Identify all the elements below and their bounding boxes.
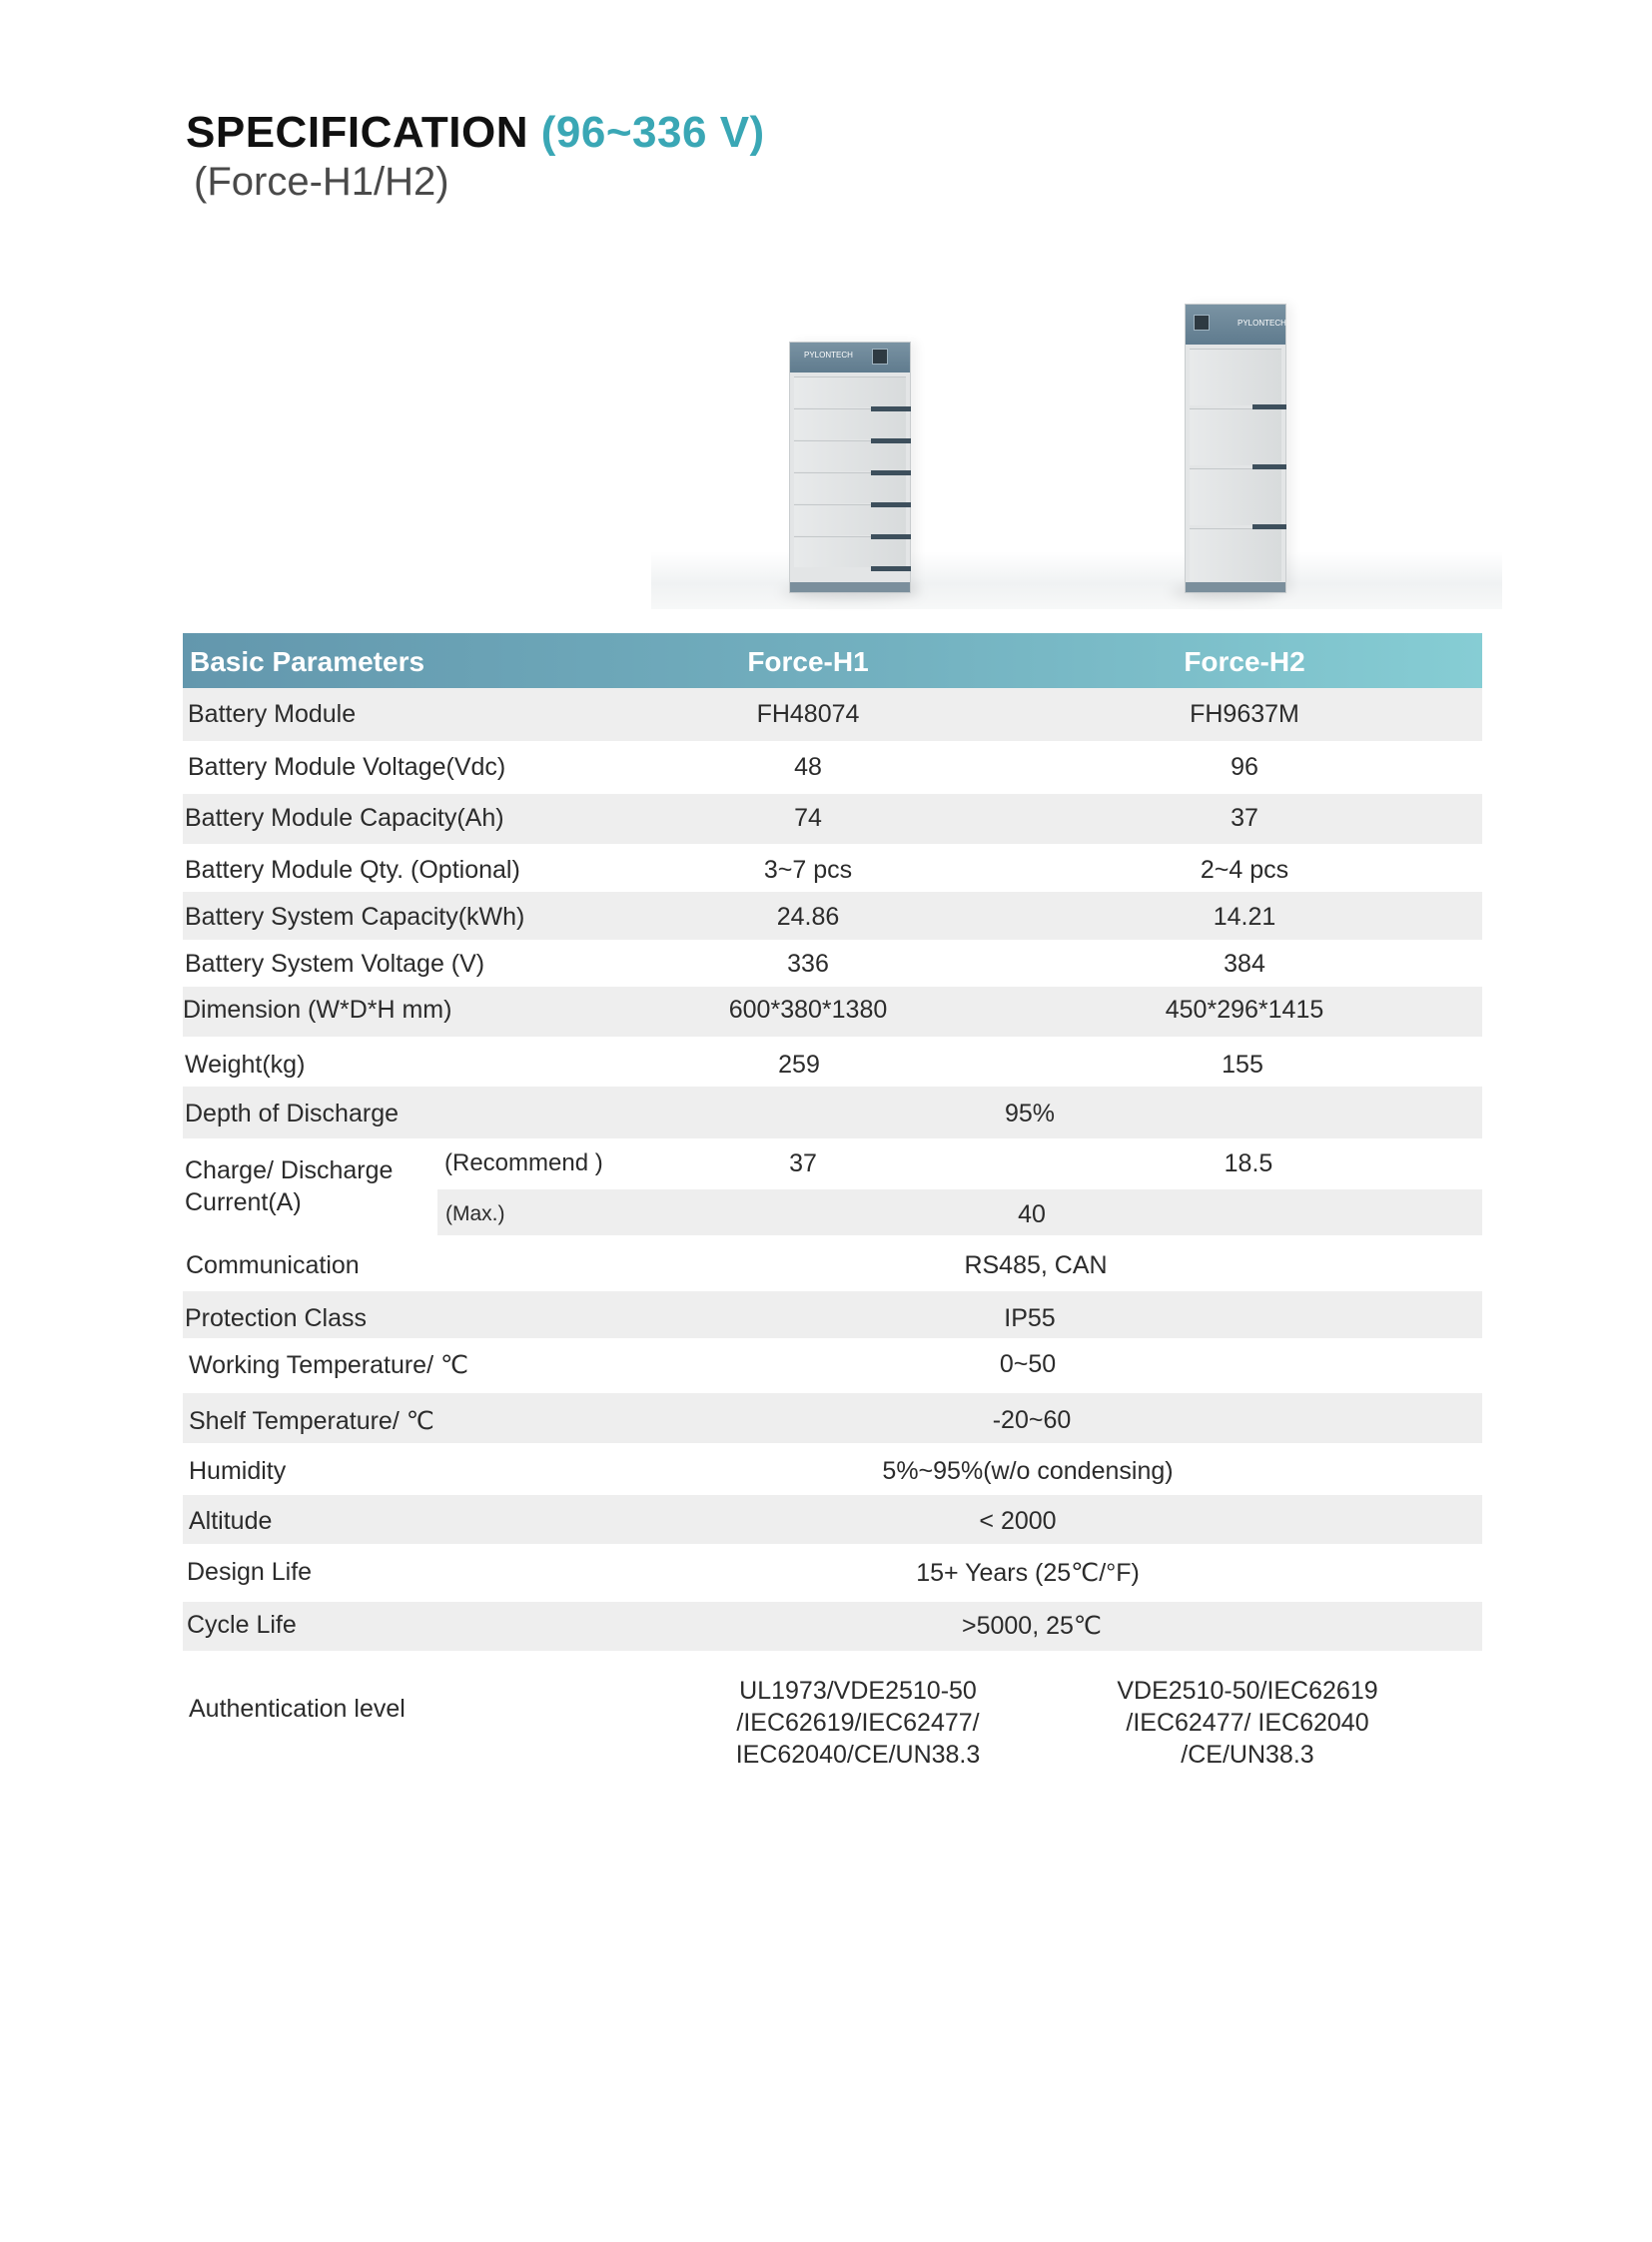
tower-h2-module xyxy=(1190,468,1281,525)
h2-cert-line: /IEC62477/ IEC62040 xyxy=(1126,1709,1369,1737)
tower-h2-slot xyxy=(1252,404,1286,409)
tower-h1-module xyxy=(794,472,906,503)
label-system-voltage: Battery System Voltage (V) xyxy=(185,950,485,978)
value-altitude: < 2000 xyxy=(979,1507,1057,1535)
row-design-life xyxy=(183,1544,1482,1602)
title-models: (Force-H1/H2) xyxy=(194,160,449,204)
value-h1-dimension: 600*380*1380 xyxy=(728,996,888,1024)
header-force-h1: Force-H1 xyxy=(747,646,869,677)
row-protection-class xyxy=(183,1291,1482,1338)
label-module-voltage: Battery Module Voltage(Vdc) xyxy=(188,753,506,781)
row-shelf-temperature xyxy=(183,1393,1482,1443)
value-h2-current-recommend: 18.5 xyxy=(1224,1149,1273,1177)
row-altitude xyxy=(183,1495,1482,1544)
label-design-life: Design Life xyxy=(187,1558,313,1586)
tower-h1-module xyxy=(794,536,906,567)
row-communication xyxy=(183,1239,1482,1291)
value-design-life: 15+ Years (25℃/°F) xyxy=(916,1559,1140,1587)
tower-force-h2 xyxy=(1185,304,1286,593)
row-humidity xyxy=(183,1443,1482,1495)
tower-h2-slot xyxy=(1252,524,1286,529)
table-header xyxy=(183,633,1482,688)
value-h1-system-voltage: 336 xyxy=(787,950,829,978)
row-charge-discharge-current xyxy=(183,1138,1482,1239)
h2-cert-line: /CE/UN38.3 xyxy=(1181,1741,1314,1769)
tower-h1-module xyxy=(794,440,906,471)
row-system-voltage xyxy=(183,940,1482,987)
value-h2-module-qty: 2~4 pcs xyxy=(1200,856,1289,884)
value-h1-weight: 259 xyxy=(778,1051,820,1079)
label-dimension: Dimension (W*D*H mm) xyxy=(183,996,452,1024)
row-module-voltage xyxy=(183,741,1482,794)
label-cycle-life: Cycle Life xyxy=(187,1611,297,1639)
tower-h1-module xyxy=(794,408,906,439)
tower-h2-display-icon xyxy=(1194,315,1210,331)
label-current-line1: Charge/ Discharge xyxy=(185,1156,394,1184)
title-voltage-range: (96~336 V) xyxy=(540,108,765,157)
tower-h1-slot xyxy=(871,406,911,411)
tower-h2-module xyxy=(1190,528,1281,581)
tower-h1-base xyxy=(790,582,910,592)
tower-h2-brand: PYLONTECH xyxy=(1238,319,1286,328)
product-photo xyxy=(651,290,1502,609)
label-battery-module: Battery Module xyxy=(188,700,357,728)
value-cycle-life: >5000, 25℃ xyxy=(962,1612,1102,1640)
label-module-qty: Battery Module Qty. (Optional) xyxy=(185,856,520,884)
h1-cert-line: IEC62040/CE/UN38.3 xyxy=(735,1741,981,1769)
tower-h1-slot xyxy=(871,438,911,443)
row-dimension xyxy=(183,987,1482,1037)
label-humidity: Humidity xyxy=(189,1457,287,1485)
value-h2-module-voltage: 96 xyxy=(1231,753,1258,781)
title-main: SPECIFICATION xyxy=(186,108,529,157)
value-shelf-temperature: -20~60 xyxy=(992,1406,1072,1434)
label-depth-of-discharge: Depth of Discharge xyxy=(185,1100,400,1127)
label-protection-class: Protection Class xyxy=(185,1304,368,1332)
tower-h2-module xyxy=(1190,349,1281,405)
value-h1-module-capacity: 74 xyxy=(794,804,822,832)
row-weight xyxy=(183,1037,1482,1087)
value-h1-system-capacity: 24.86 xyxy=(776,903,840,931)
header-basic-parameters: Basic Parameters xyxy=(190,646,425,677)
label-current-line2: Current(A) xyxy=(185,1188,302,1216)
value-h1-module-voltage: 48 xyxy=(794,753,822,781)
page-title xyxy=(186,108,765,158)
h1-cert-line: /IEC62619/IEC62477/ xyxy=(736,1709,980,1737)
title-block xyxy=(186,108,765,205)
value-humidity: 5%~95%(w/o condensing) xyxy=(882,1457,1174,1485)
tower-h2-base xyxy=(1186,582,1285,592)
value-communication: RS485, CAN xyxy=(964,1251,1108,1279)
label-weight: Weight(kg) xyxy=(185,1051,306,1079)
value-current-max: 40 xyxy=(1018,1200,1046,1228)
label-shelf-temperature: Shelf Temperature/ ℃ xyxy=(189,1407,434,1435)
value-h2-system-voltage: 384 xyxy=(1224,950,1265,978)
tower-h1-slot xyxy=(871,470,911,475)
row-cycle-life xyxy=(183,1602,1482,1651)
row-module-capacity xyxy=(183,794,1482,844)
tower-force-h1 xyxy=(789,342,911,593)
tower-h1-brand: PYLONTECH xyxy=(804,351,853,360)
h2-cert-line: VDE2510-50/IEC62619 xyxy=(1117,1677,1378,1705)
row-module-qty xyxy=(183,844,1482,892)
value-protection-class: IP55 xyxy=(1004,1304,1056,1332)
tower-h1-slot xyxy=(871,502,911,507)
value-h1-current-recommend: 37 xyxy=(789,1149,817,1177)
row-depth-of-discharge xyxy=(183,1087,1482,1138)
label-authentication-level: Authentication level xyxy=(189,1695,406,1723)
tower-h1-module xyxy=(794,504,906,535)
value-h1-module-qty: 3~7 pcs xyxy=(763,856,853,884)
tower-h1-slot xyxy=(871,566,911,571)
value-working-temperature: 0~50 xyxy=(999,1350,1057,1378)
h1-cert-line: UL1973/VDE2510-50 xyxy=(739,1677,977,1705)
header-force-h2: Force-H2 xyxy=(1184,646,1305,677)
label-communication: Communication xyxy=(186,1251,360,1279)
label-altitude: Altitude xyxy=(189,1507,273,1535)
label-working-temperature: Working Temperature/ ℃ xyxy=(189,1351,469,1379)
tower-h1-slot xyxy=(871,534,911,539)
value-h2-module-capacity: 37 xyxy=(1231,804,1258,832)
label-current-recommend: (Recommend ) xyxy=(444,1149,603,1176)
label-module-capacity: Battery Module Capacity(Ah) xyxy=(185,804,504,832)
value-h2-authentication xyxy=(1088,1675,1407,1771)
value-h2-dimension: 450*296*1415 xyxy=(1165,996,1324,1024)
row-battery-module xyxy=(183,688,1482,741)
label-system-capacity: Battery System Capacity(kWh) xyxy=(185,903,525,931)
value-h1-authentication xyxy=(698,1675,1018,1771)
label-current-max: (Max.) xyxy=(445,1202,505,1225)
tower-h2-slot xyxy=(1252,464,1286,469)
value-h2-system-capacity: 14.21 xyxy=(1213,903,1276,931)
row-authentication-level xyxy=(183,1651,1482,1771)
value-h2-battery-module: FH9637M xyxy=(1190,700,1299,728)
value-h1-battery-module: FH48074 xyxy=(756,700,860,728)
value-depth-of-discharge: 95% xyxy=(1004,1100,1056,1127)
value-h2-weight: 155 xyxy=(1222,1051,1263,1079)
tower-h1-display-icon xyxy=(872,349,888,365)
tower-h2-module xyxy=(1190,408,1281,465)
spec-table xyxy=(183,633,1482,1771)
row-working-temperature xyxy=(183,1338,1482,1393)
tower-h1-module xyxy=(794,376,906,407)
row-system-capacity xyxy=(183,892,1482,940)
